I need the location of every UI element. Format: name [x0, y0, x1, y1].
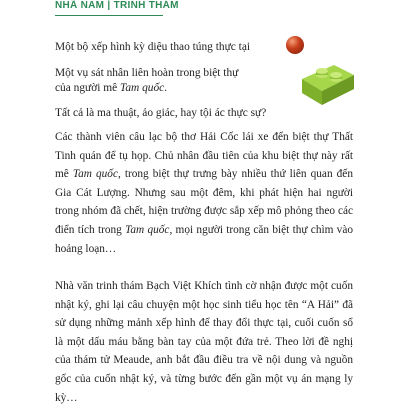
tagline-4: Tất cả là ma thuật, ảo giác, hay tội ác thực sự?: [55, 107, 267, 119]
publisher-name: NHÃ NAM: [55, 0, 105, 11]
synopsis-paragraph-2: Nhà văn trinh thám Bạch Việt Khích tình cờ nhận được một cuốn nhật ký, ghi lại câu chuyện một học sinh tiểu học tên “A Hải” đã sử dụng những mảnh xếp hình để thay đổi thực tại, cuối cuốn sổ là một dấu máu bằng bàn tay của một đứa trẻ. Theo lời đề nghị của thám tử Meaude, anh bắt đầu điều tra về nội dung và nguồn gốc của cuốn nhật ký, và từng bước đến gần một vụ án mạng ly kỳ…: [55, 280, 353, 404]
synopsis-1-part-b: , trong biệt thự trưng bày nhiều thứ liên quan đến Gia Cát Lượng. Nhưng sau một đêm, khi phát hiện hai người trong nhóm đã chết, hiện trường được sắp xếp mô phỏng theo các điển tích trong: [55, 168, 353, 236]
synopsis-1-italic-b: Tam quốc: [125, 223, 170, 236]
synopsis-paragraph-1: [55, 128, 353, 258]
synopsis-1-italic-a: Tam quốc: [72, 168, 118, 181]
header-underline: [55, 15, 163, 16]
red-marble-icon: [286, 36, 304, 54]
tagline-3: [55, 81, 167, 95]
green-brick-icon: [300, 55, 356, 107]
synopsis-1-part-a: Các thành viên câu lạc bộ thơ Hải Cốc lái xe đến biệt thự Thất Tinh quán để tụ họp. Chủ nhân đầu tiên của khu biệt thự này rất mê: [55, 131, 353, 181]
tagline-1: Một bộ xếp hình kỳ diệu thao túng thực tại: [55, 41, 251, 53]
header-separator: |: [104, 0, 114, 11]
tagline-3-text: của người mê: [55, 82, 121, 94]
synopsis-1-part-c: , mọi người trong căn biệt thự chìm vào hoảng loạn…: [55, 223, 353, 255]
category-label: TRINH THÁM: [113, 0, 179, 11]
publisher-header: [55, 0, 345, 12]
tagline-3-italic: Tam quốc: [120, 82, 165, 94]
tagline-3-end: .: [164, 82, 168, 94]
tagline-2: Một vụ sát nhân liên hoàn trong biệt thự: [55, 67, 239, 79]
